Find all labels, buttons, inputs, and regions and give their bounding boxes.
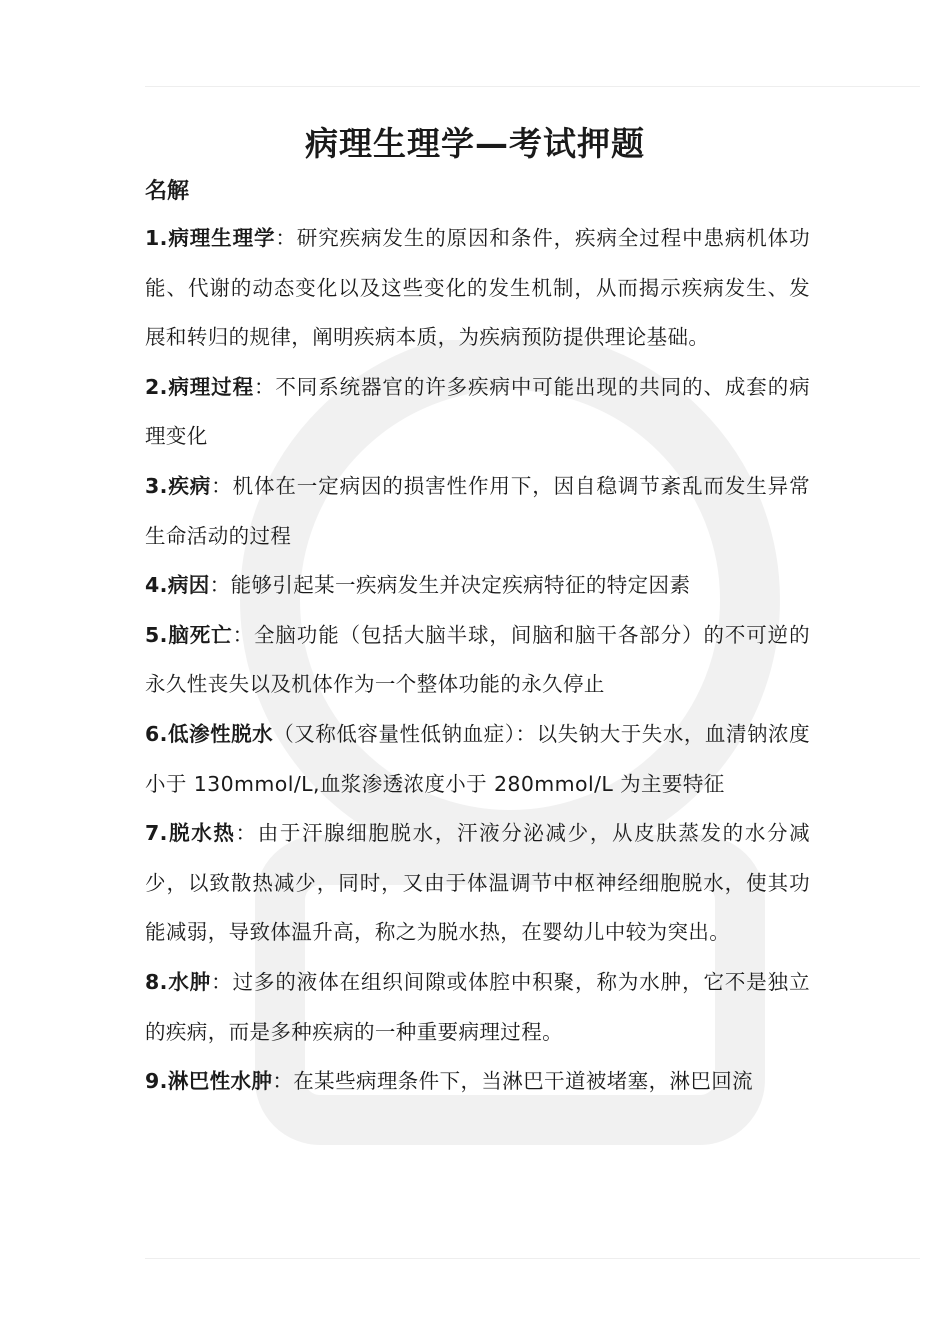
term-entry-7 bbox=[145, 809, 810, 958]
term-label: 6.低渗性脱水 bbox=[145, 721, 274, 746]
term-entry-2 bbox=[145, 363, 810, 462]
term-label: 7.脱水热 bbox=[145, 821, 236, 846]
term-definition: 在某些病理条件下，当淋巴干道被堵塞，淋巴回流 bbox=[293, 1069, 754, 1094]
term-separator: ： bbox=[232, 622, 254, 647]
term-separator: ： bbox=[272, 1069, 294, 1094]
term-entry-5 bbox=[145, 611, 810, 710]
term-separator: ： bbox=[211, 473, 233, 498]
term-definition: 能够引起某一疾病发生并决定疾病特征的特定因素 bbox=[230, 573, 691, 598]
term-entry-3 bbox=[145, 462, 810, 561]
term-label: 3.疾病 bbox=[145, 473, 212, 498]
term-separator: ： bbox=[275, 226, 297, 250]
term-entry-4 bbox=[145, 561, 810, 611]
term-separator: ： bbox=[209, 573, 231, 598]
term-entry-9 bbox=[145, 1057, 810, 1107]
term-definition: 机体在一定病因的损害性作用下，因自稳调节紊乱而发生异常生命活动的过程 bbox=[145, 473, 810, 548]
term-separator: ： bbox=[235, 821, 258, 846]
term-entry-6 bbox=[145, 710, 810, 809]
term-label: 8.水肿 bbox=[145, 969, 212, 994]
term-definition: 过多的液体在组织间隙或体腔中积聚，称为水肿，它不是独立的疾病，而是多种疾病的一种重要病理过程。 bbox=[145, 969, 810, 1044]
term-label: 2.病理过程 bbox=[145, 374, 254, 399]
term-separator: ： bbox=[253, 374, 276, 399]
terms-list bbox=[145, 214, 810, 1107]
term-label: 1.病理生理学 bbox=[145, 226, 276, 250]
bottom-divider bbox=[145, 1258, 920, 1259]
term-definition: 不同系统器官的许多疾病中可能出现的共同的、成套的病理变化 bbox=[145, 374, 811, 449]
term-entry-8 bbox=[145, 958, 810, 1057]
term-definition: 由于汗腺细胞脱水，汗液分泌减少，从皮肤蒸发的水分减少，以致散热减少，同时，又由于体温调节中枢神经细胞脱水，使其功能减弱，导致体温升高，称之为脱水热，在婴幼儿中较为突出。 bbox=[145, 821, 811, 945]
term-label: 9.淋巴性水肿 bbox=[145, 1069, 273, 1094]
page-title: 病理生理学—考试押题 bbox=[305, 124, 645, 163]
term-definition: （又称低容量性低钠血症）：以失钠大于失水，血清钠浓度小于 130mmol/L,血浆渗透浓度小于 280mmol/L 为主要特征 bbox=[145, 721, 810, 796]
term-label: 4.病因 bbox=[145, 573, 210, 598]
term-definition: 研究疾病发生的原因和条件，疾病全过程中患病机体功能、代谢的动态变化以及这些变化的发生机制，从而揭示疾病发生、发展和转归的规律，阐明疾病本质，为疾病预防提供理论基础。 bbox=[145, 226, 810, 350]
top-divider bbox=[145, 86, 920, 87]
term-label: 5.脑死亡 bbox=[145, 622, 233, 647]
term-entry-1 bbox=[145, 214, 810, 363]
term-definition: 全脑功能（包括大脑半球，间脑和脑干各部分）的不可逆的永久性丧失以及机体作为一个整体功能的永久停止 bbox=[145, 622, 810, 697]
section-heading: 名解 bbox=[145, 179, 190, 204]
term-separator: ： bbox=[211, 969, 233, 994]
